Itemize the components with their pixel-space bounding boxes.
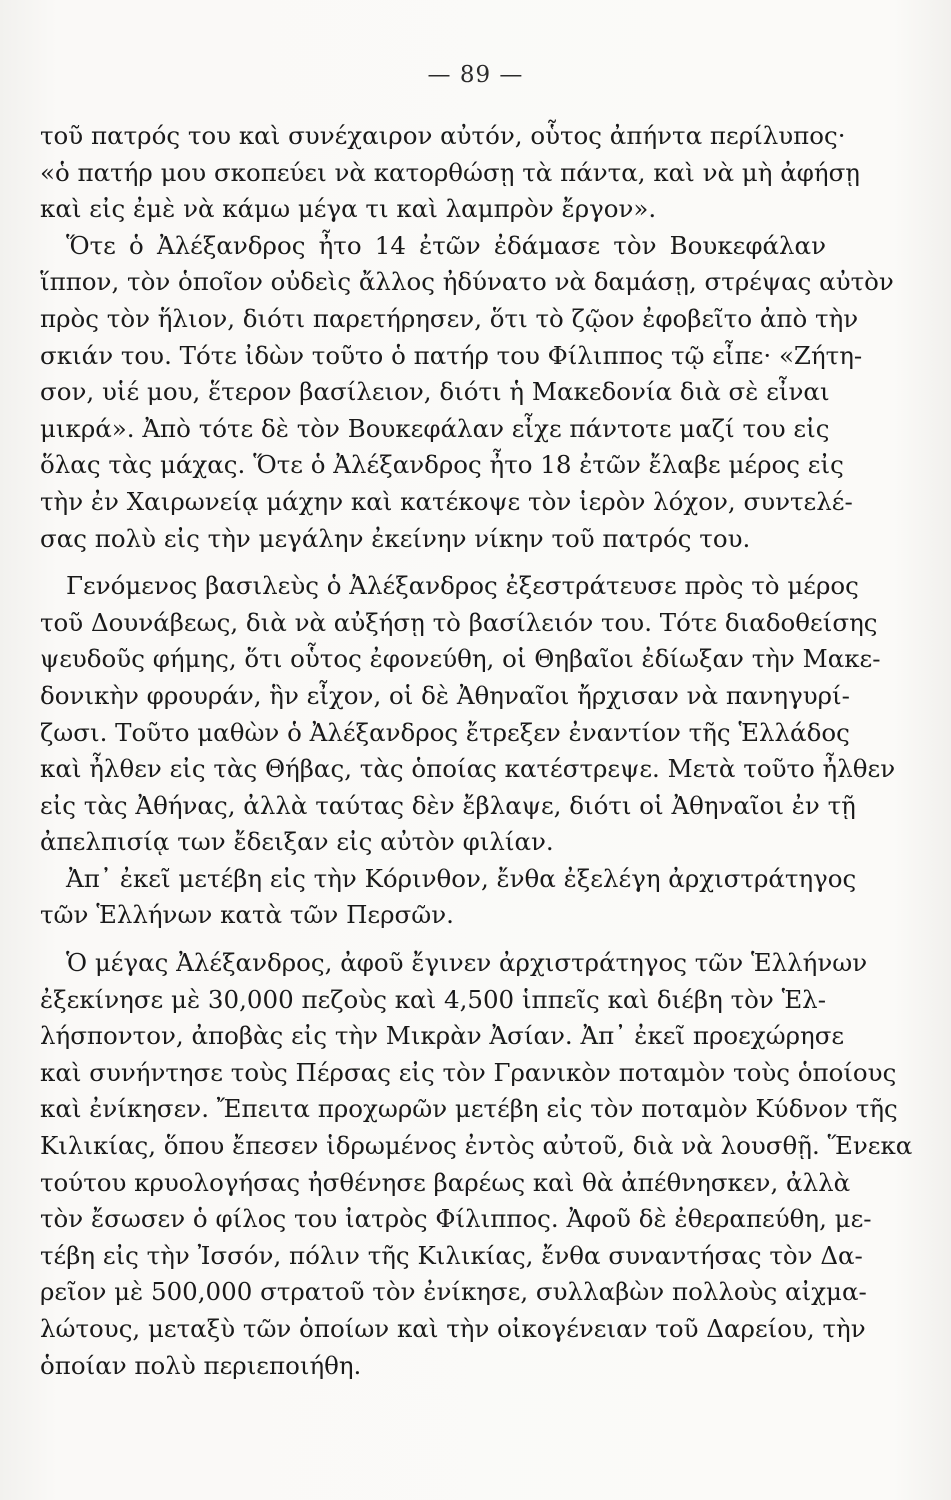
- text-line: ὁποίαν πολὺ περιεποιήθη.: [40, 1350, 362, 1380]
- text-line: τέβη εἰς τὴν Ἰσσόν, πόλιν τῆς Κιλικίας, ἔνθα συναντήσας τὸν Δα-: [40, 1240, 863, 1270]
- text-line: καὶ εἰς ἐμὲ νὰ κάμω μέγα τι καὶ λαμπρὸν ἔργον».: [40, 194, 657, 224]
- text-line: σκιάν του. Τότε ἰδὼν τοῦτο ὁ πατήρ του Φίλιππος τῷ εἶπε· «Ζήτη-: [40, 340, 863, 370]
- text-line: ὅλας τὰς μάχας. Ὅτε ὁ Ἀλέξανδρος ἦτο 18 ἐτῶν ἔλαβε μέρος εἰς: [40, 450, 844, 480]
- paragraph: [40, 118, 860, 228]
- body-text: [40, 118, 913, 1384]
- text-line: Ἀπ᾽ ἐκεῖ μετέβη εἰς τὴν Κόρινθον, ἔνθα ἐξελέγη ἀρχιστράτηγος: [66, 863, 857, 893]
- paragraph: [40, 945, 913, 1384]
- text-line: Γενόμενος βασιλεὺς ὁ Ἀλέξανδρος ἐξεστράτευσε πρὸς τὸ μέρος: [66, 571, 859, 601]
- text-line: Ὁ μέγας Ἀλέξανδρος, ἀφοῦ ἔγινεν ἀρχιστράτηγος τῶν Ἑλλήνων: [66, 948, 868, 978]
- text-line: «ὁ πατήρ μου σκοπεύει νὰ κατορθώσῃ τὰ πάντα, καὶ νὰ μὴ ἀφήσῃ: [40, 157, 860, 187]
- text-line: τῶν Ἑλλήνων κατὰ τῶν Περσῶν.: [40, 900, 454, 930]
- text-line: καὶ ἐνίκησεν. Ἔπειτα προχωρῶν μετέβη εἰς τὸν ποταμὸν Κύδνον τῆς: [40, 1094, 898, 1124]
- text-line: καὶ συνήντησε τοὺς Πέρσας εἰς τὸν Γρανικὸν ποταμὸν τοὺς ὁποίους: [40, 1057, 897, 1087]
- text-line: μικρά». Ἀπὸ τότε δὲ τὸν Βουκεφάλαν εἶχε πάντοτε μαζί του εἰς: [40, 413, 830, 443]
- paragraph: [40, 568, 896, 861]
- text-line: ἵππον, τὸν ὁποῖον οὐδεὶς ἄλλος ἠδύνατο νὰ δαμάσῃ, στρέψας αὐτὸν: [40, 267, 894, 297]
- text-line: εἰς τὰς Ἀθήνας, ἀλλὰ ταύτας δὲν ἔβλαψε, διότι οἱ Ἀθηναῖοι ἐν τῇ: [40, 790, 856, 820]
- text-line: τὸν ἔσωσεν ὁ φίλος του ἰατρὸς Φίλιππος. Ἀφοῦ δὲ ἐθεραπεύθη, με-: [40, 1204, 872, 1234]
- paragraph: [40, 228, 894, 557]
- text-line: ἀπελπισίᾳ των ἔδειξαν εἰς αὐτὸν φιλίαν.: [40, 827, 554, 857]
- paragraph: [40, 861, 857, 934]
- text-line: ψευδοῦς φήμης, ὅτι οὗτος ἐφονεύθη, οἱ Θηβαῖοι ἐδίωξαν τὴν Μακε-: [40, 644, 881, 674]
- text-line: σας πολὺ εἰς τὴν μεγάλην ἐκείνην νίκην τοῦ πατρός του.: [40, 523, 751, 553]
- text-line: λήσποντον, ἀποβὰς εἰς τὴν Μικρὰν Ἀσίαν. Ἀπ᾽ ἐκεῖ προεχώρησε: [40, 1021, 845, 1051]
- page-number: — 89 —: [427, 62, 524, 88]
- text-line: τοῦ πατρός του καὶ συνέχαιρον αὐτόν, οὗτος ἀπήντα περίλυπος·: [40, 121, 846, 150]
- text-line: ζωσι. Τοῦτο μαθὼν ὁ Ἀλέξανδρος ἔτρεξεν ἐναντίον τῆς Ἑλλάδος: [40, 717, 850, 747]
- text-line: ρεῖον μὲ 500,000 στρατοῦ τὸν ἐνίκησε, συλλαβὼν πολλοὺς αἰχμα-: [40, 1277, 867, 1307]
- paragraph-gap: [40, 557, 826, 568]
- text-line: δονικὴν φρουράν, ἣν εἶχον, οἱ δὲ Ἀθηναῖοι ἤρχισαν νὰ πανηγυρί-: [40, 680, 850, 710]
- text-line: πρὸς τὸν ἥλιον, διότι παρετήρησεν, ὅτι τὸ ζῷον ἐφοβεῖτο ἀπὸ τὴν: [40, 303, 859, 333]
- text-line: λώτους, μεταξὺ τῶν ὁποίων καὶ τὴν οἰκογένειαν τοῦ Δαρείου, τὴν: [40, 1314, 866, 1343]
- text-line: καὶ ἦλθεν εἰς τὰς Θήβας, τὰς ὁποίας κατέστρεψε. Μετὰ τοῦτο ἦλθεν: [40, 754, 896, 784]
- text-line: τοῦ Δουνάβεως, διὰ νὰ αὐξήσῃ τὸ βασίλειόν του. Τότε διαδοθείσης: [40, 607, 878, 637]
- text-line: σον, υἱέ μου, ἕτερον βασίλειον, διότι ἡ Μακεδονία διὰ σὲ εἶναι: [40, 377, 830, 407]
- text-line: Κιλικίας, ὅπου ἔπεσεν ἱδρωμένος ἐντὸς αὐτοῦ, διὰ νὰ λουσθῇ. Ἕνεκα: [40, 1131, 913, 1161]
- text-line: τούτου κρυολογήσας ἠσθένησε βαρέως καὶ θὰ ἀπέθνησκεν, ἀλλὰ: [40, 1167, 851, 1197]
- text-line: Ὅτε ὁ Ἀλέξανδρος ἦτο 14 ἐτῶν ἐδάμασε τὸν Βουκεφάλαν: [66, 230, 826, 260]
- paragraph-gap: [40, 934, 826, 945]
- text-line: τὴν ἐν Χαιρωνείᾳ μάχην καὶ κατέκοψε τὸν ἱερὸν λόχον, συντελέ-: [40, 486, 853, 516]
- text-line: ἐξεκίνησε μὲ 30,000 πεζοὺς καὶ 4,500 ἱππεῖς καὶ διέβη τὸν Ἑλ-: [40, 984, 826, 1014]
